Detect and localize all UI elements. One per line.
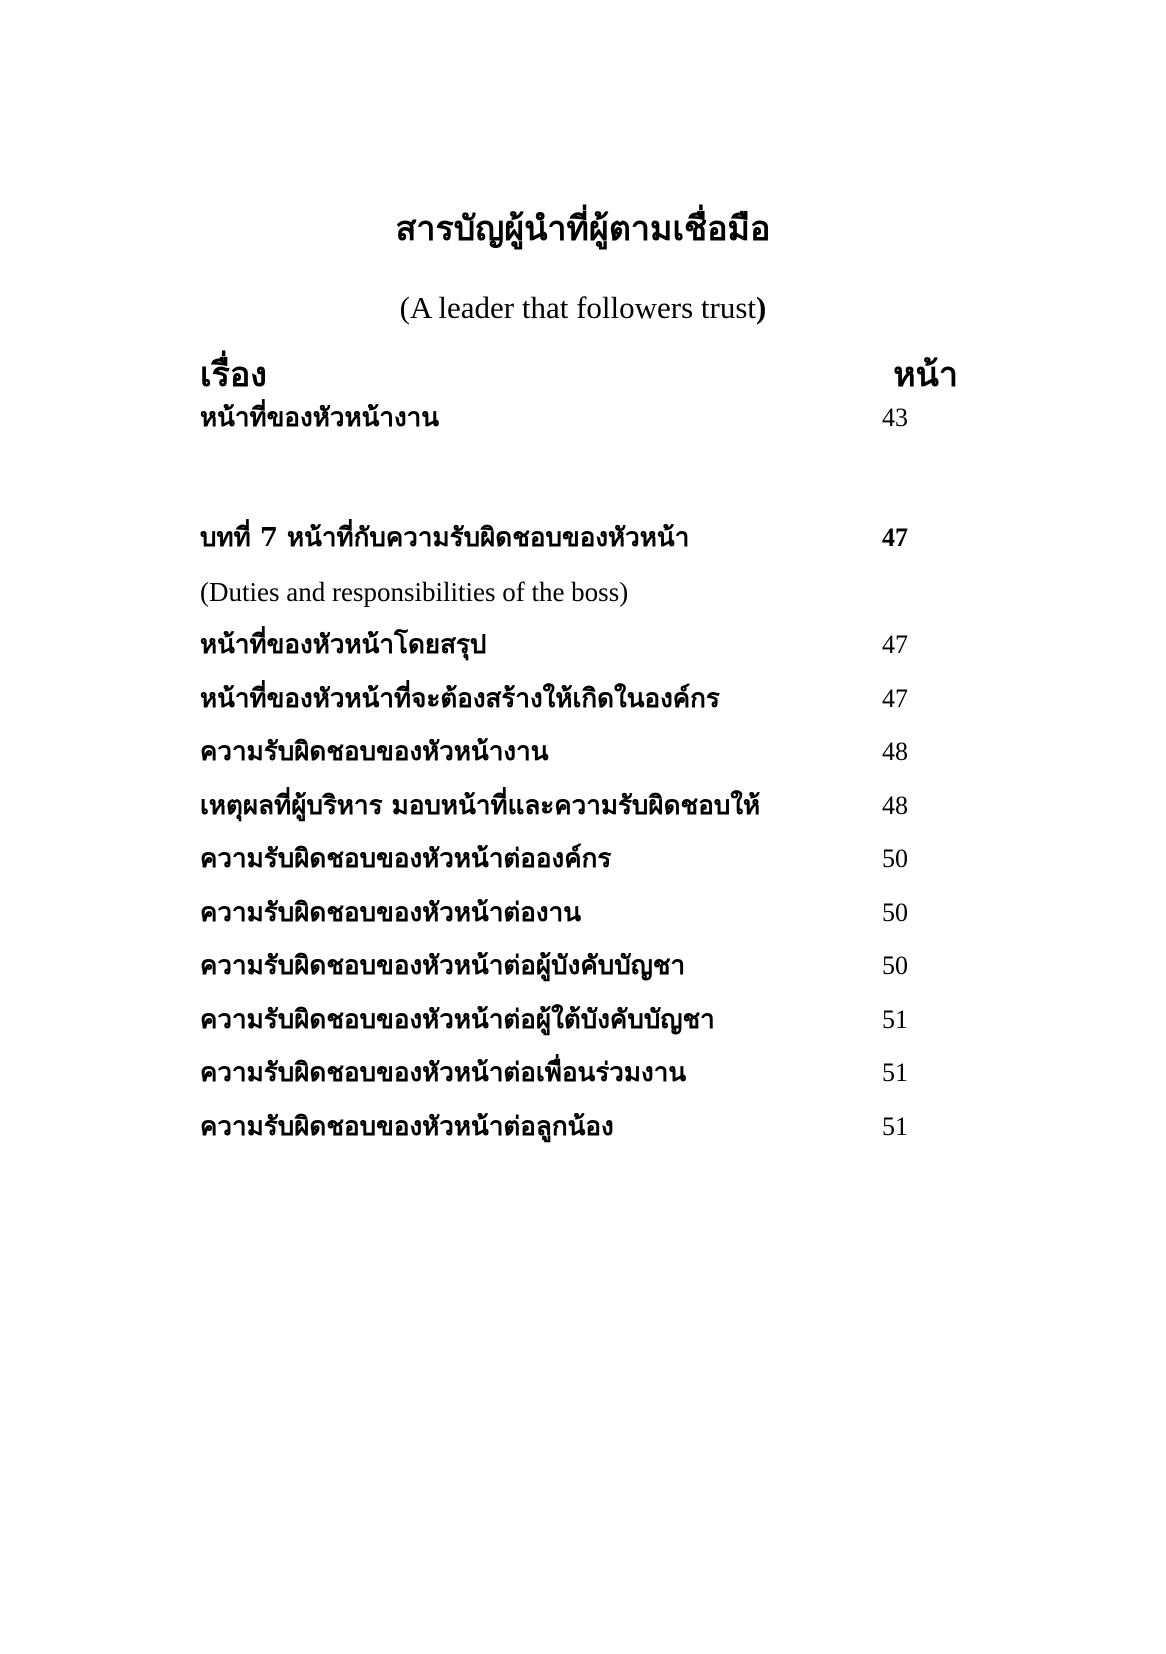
toc-chapter-entry: [200, 518, 945, 558]
toc-entry-page: 50: [882, 844, 908, 873]
toc-entry-page: 50: [882, 951, 908, 980]
subtitle-text: (A leader that followers trust: [399, 290, 757, 325]
toc-entry: [200, 786, 945, 826]
toc-entry-label: เหตุผลที่ผู้บริหาร มอบหน้าที่และความรับผิดชอบให้: [200, 791, 761, 821]
toc-entry-page: 51: [882, 1058, 908, 1087]
toc-entry-page: 51: [882, 1112, 908, 1141]
toc-entry: [200, 732, 945, 772]
toc-entry-label: หน้าที่ของหัวหน้าที่จะต้องสร้างให้เกิดในองค์กร: [200, 684, 720, 714]
toc-entry-label: ความรับผิดชอบของหัวหน้าต่องาน: [200, 898, 581, 928]
toc-chapter-page: 47: [882, 523, 908, 552]
toc-entry-label: ความรับผิดชอบของหัวหน้างาน: [200, 737, 549, 767]
toc-entry-label: ความรับผิดชอบของหัวหน้าต่อองค์กร: [200, 844, 612, 874]
toc-entry: [200, 893, 945, 933]
toc-entry-label: หน้าที่ของหัวหน้าโดยสรุป: [200, 630, 487, 660]
column-header-page: หน้า: [893, 355, 958, 395]
toc-entry-page: 43: [882, 403, 908, 432]
toc-entry: [200, 1000, 945, 1040]
toc-chapter-label: บทที่ 7 หน้าที่กับความรับผิดชอบของหัวหน้า: [200, 523, 690, 553]
toc-entry-page: 51: [882, 1005, 908, 1034]
toc-entry-label: ความรับผิดชอบของหัวหน้าต่อเพื่อนร่วมงาน: [200, 1058, 687, 1088]
subtitle-close-paren: ): [756, 290, 767, 325]
toc-entry: [200, 1053, 945, 1093]
column-header-topic: เรื่อง: [200, 355, 267, 395]
toc-entry-page: 50: [882, 898, 908, 927]
toc-entry-page: 48: [882, 791, 908, 820]
toc-entry-label: หน้าที่ของหัวหน้างาน: [200, 403, 440, 433]
toc-entry-label: ความรับผิดชอบของหัวหน้าต่อลูกน้อง: [200, 1112, 614, 1142]
toc-entry: [200, 625, 945, 665]
page-subtitle: [0, 288, 1166, 328]
toc-entry: [200, 839, 945, 879]
toc-entry: [200, 679, 945, 719]
toc-chapter-subtitle: [200, 572, 945, 612]
toc-entry-page: 48: [882, 737, 908, 766]
toc-entry-label: ความรับผิดชอบของหัวหน้าต่อผู้บังคับบัญชา: [200, 951, 686, 981]
toc-entry: [200, 398, 945, 438]
toc-entry-label: ความรับผิดชอบของหัวหน้าต่อผู้ใต้บังคับบัญชา: [200, 1005, 715, 1035]
toc-entry: [200, 946, 945, 986]
page-title: สารบัญผู้นำที่ผู้ตามเชื่อมือ: [395, 209, 771, 249]
toc-chapter-english-title: (Duties and responsibilities of the boss): [200, 577, 629, 607]
toc-entry: [200, 1107, 945, 1147]
toc-entry-page: 47: [882, 684, 908, 713]
toc-entry-page: 47: [882, 630, 908, 659]
